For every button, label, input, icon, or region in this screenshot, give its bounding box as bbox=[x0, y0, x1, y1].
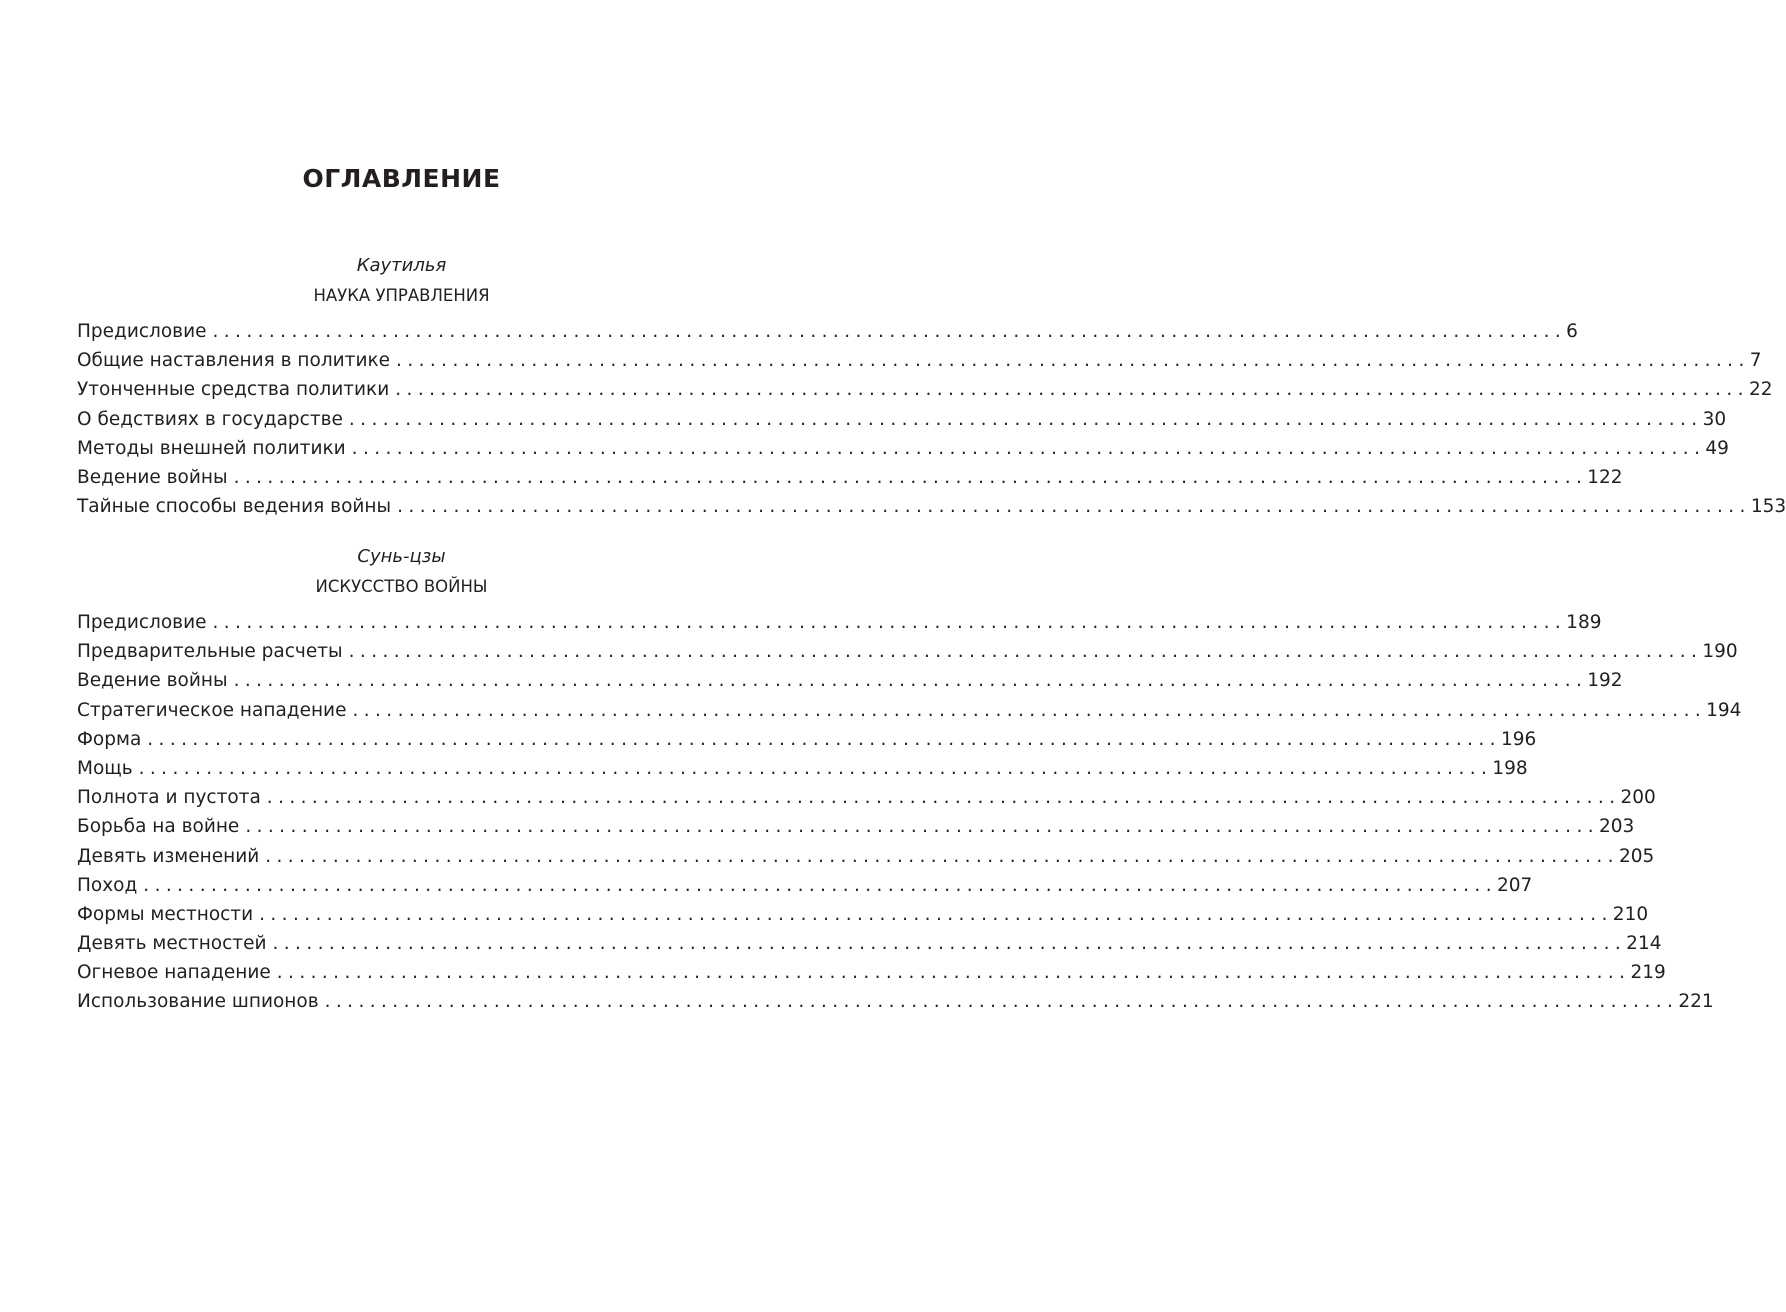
toc-entry[interactable] bbox=[77, 463, 1623, 492]
toc-entry[interactable] bbox=[77, 812, 1635, 841]
dot-leader: ........................................................................................................................ bbox=[233, 466, 1588, 488]
toc-entry[interactable] bbox=[77, 317, 1578, 346]
dot-leader: ........................................................................................................................ bbox=[266, 787, 1621, 809]
toc-entry-page: 196 bbox=[1500, 728, 1537, 750]
toc-entry-title: Предварительные расчеты bbox=[77, 641, 343, 663]
toc-entry-page: 200 bbox=[1620, 787, 1656, 809]
dot-leader: ........................................................................................................................ bbox=[138, 757, 1493, 779]
section-author: Сунь-цзы bbox=[357, 546, 446, 567]
toc-entry-page: 210 bbox=[1612, 903, 1649, 925]
toc-entry-title: Поход bbox=[77, 874, 138, 896]
toc-entry-page: 205 bbox=[1618, 845, 1655, 867]
dot-leader: ........................................................................................................................ bbox=[245, 816, 1600, 838]
toc-entry-title: Форма bbox=[77, 728, 142, 750]
toc-entry-page: 192 bbox=[1587, 670, 1623, 692]
toc-entry[interactable] bbox=[77, 434, 1729, 463]
toc-entry[interactable] bbox=[77, 754, 1528, 783]
toc-list-sunzi bbox=[77, 608, 1742, 1017]
section-work-title: ИСКУССТВО ВОЙНЫ bbox=[315, 577, 488, 596]
toc-entry[interactable] bbox=[77, 900, 1649, 929]
dot-leader: ........................................................................................................................ bbox=[395, 379, 1749, 401]
toc-entry[interactable] bbox=[77, 842, 1655, 871]
toc-entry-title: Ведение войны bbox=[77, 670, 228, 692]
toc-entry[interactable] bbox=[77, 375, 1773, 404]
toc-entry[interactable] bbox=[77, 637, 1738, 666]
page-title: ОГЛАВЛЕНИЕ bbox=[302, 164, 501, 193]
toc-entry[interactable] bbox=[77, 871, 1533, 900]
toc-entry-page: 122 bbox=[1587, 466, 1623, 488]
toc-entry-title: Предисловие bbox=[77, 321, 207, 342]
toc-entry-title: Девять местностей bbox=[77, 933, 267, 955]
toc-entry-title: Тайные способы ведения войны bbox=[77, 496, 392, 518]
dot-leader: ........................................................................................................................ bbox=[212, 321, 1567, 342]
toc-entry[interactable] bbox=[77, 783, 1656, 812]
toc-entry[interactable] bbox=[77, 958, 1666, 987]
toc-entry-page: 221 bbox=[1678, 991, 1714, 1013]
dot-leader: ........................................................................................................................ bbox=[348, 408, 1703, 430]
dot-leader: ........................................................................................................................ bbox=[147, 728, 1501, 750]
toc-entry-title: Ведение войны bbox=[77, 466, 228, 488]
toc-entry-page: 198 bbox=[1492, 757, 1528, 779]
toc-entry[interactable] bbox=[77, 696, 1742, 725]
toc-entry-page: 49 bbox=[1705, 437, 1729, 459]
toc-entry-title: Мощь bbox=[77, 757, 133, 779]
dot-leader: ........................................................................................................................ bbox=[143, 874, 1497, 896]
toc-entry-title: Использование шпионов bbox=[77, 991, 319, 1013]
dot-leader: ........................................................................................................................ bbox=[265, 845, 1619, 867]
toc-entry-title: Стратегическое нападение bbox=[77, 699, 347, 721]
toc-entry-page: 30 bbox=[1702, 408, 1727, 430]
toc-entry-page: 153 bbox=[1750, 496, 1786, 518]
toc-entry-page: 7 bbox=[1749, 350, 1762, 372]
toc-entry-page: 203 bbox=[1599, 816, 1635, 838]
toc-entry-page: 194 bbox=[1706, 699, 1742, 721]
dot-leader: ........................................................................................................................ bbox=[212, 612, 1567, 633]
toc-entry-page: 6 bbox=[1566, 321, 1578, 342]
toc-entry-title: Формы местности bbox=[77, 903, 254, 925]
toc-entry[interactable] bbox=[77, 929, 1662, 958]
toc-entry-title: Предисловие bbox=[77, 612, 207, 633]
section-header-kautilya bbox=[0, 251, 803, 311]
toc-entry[interactable] bbox=[77, 725, 1537, 754]
toc-entry[interactable] bbox=[77, 492, 1786, 521]
dot-leader: ........................................................................................................................ bbox=[233, 670, 1588, 692]
dot-leader: ........................................................................................................................ bbox=[272, 933, 1627, 955]
toc-entry-page: 214 bbox=[1626, 933, 1662, 955]
toc-entry-page: 189 bbox=[1566, 612, 1602, 633]
toc-entry-title: Девять изменений bbox=[77, 845, 260, 867]
toc-entry-title: Общие наставления в политике bbox=[77, 350, 391, 372]
dot-leader: ........................................................................................................................ bbox=[348, 641, 1703, 663]
section-header-sunzi bbox=[0, 542, 803, 602]
toc-entry-title: Полнота и пустота bbox=[77, 787, 261, 809]
dot-leader: ........................................................................................................................ bbox=[259, 903, 1613, 925]
toc-entry-page: 219 bbox=[1630, 962, 1666, 984]
dot-leader: ........................................................................................................................ bbox=[397, 496, 1751, 518]
section-work-title: НАУКА УПРАВЛЕНИЯ bbox=[313, 286, 490, 305]
toc-entry-title: Утонченные средства политики bbox=[77, 379, 390, 401]
toc-entry[interactable] bbox=[77, 346, 1762, 375]
toc-entry-title: Огневое нападение bbox=[77, 962, 271, 984]
toc-entry-page: 22 bbox=[1748, 379, 1773, 401]
toc-entry[interactable] bbox=[77, 405, 1727, 434]
toc-list-kautilya bbox=[77, 317, 1786, 521]
dot-leader: ........................................................................................................................ bbox=[324, 991, 1679, 1013]
toc-entry-title: О бедствиях в государстве bbox=[77, 408, 343, 430]
toc-entry-title: Борьба на войне bbox=[77, 816, 240, 838]
section-author: Каутилья bbox=[356, 255, 447, 276]
toc-entry[interactable] bbox=[77, 666, 1623, 695]
toc-entry[interactable] bbox=[77, 608, 1602, 637]
toc-entry-title: Методы внешней политики bbox=[77, 437, 346, 459]
dot-leader: ........................................................................................................................ bbox=[276, 962, 1631, 984]
dot-leader: ........................................................................................................................ bbox=[396, 350, 1750, 372]
dot-leader: ........................................................................................................................ bbox=[352, 699, 1707, 721]
toc-entry-page: 190 bbox=[1702, 641, 1738, 663]
toc-entry[interactable] bbox=[77, 987, 1714, 1016]
toc-entry-page: 207 bbox=[1496, 874, 1533, 896]
dot-leader: ........................................................................................................................ bbox=[351, 437, 1706, 459]
